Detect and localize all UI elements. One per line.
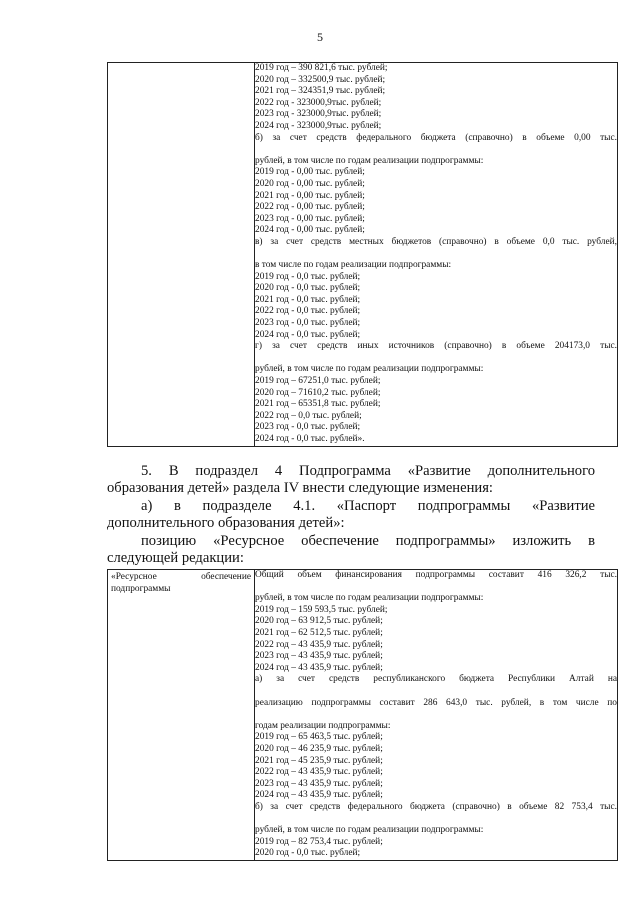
table-line: 2022 год – 43 435,9 тыс. рублей; [255,767,383,778]
table-row [108,63,618,447]
table-line: 2019 год – 82 753,4 тыс. рублей; [255,836,383,847]
table-line: 2020 год – 63 912,5 тыс. рублей; [255,616,383,627]
table-line: 2020 год – 332500,9 тыс. рублей; [255,74,386,85]
table-line: 2022 год – 0,0 тыс. рублей; [255,410,362,421]
table-line: 2020 год - 0,0 тыс. рублей; [255,848,361,859]
table-line: рублей, в том числе по годам реализации подпрограммы: [255,825,484,836]
table-line: 2022 год - 323000,9тыс. рублей; [255,97,382,108]
table-line: б) за счет средств федерального бюджета (справочно) в объеме 82 753,4 тыс. [255,801,617,812]
table-line: 2019 год – 159 593,5 тыс. рублей; [255,604,388,615]
table-line: 2024 год - 0,0 тыс. рублей». [255,434,365,444]
table-line: 2021 год – 65351,8 тыс. рублей; [255,399,381,410]
paragraph-line: позицию «Ресурсное обеспечение подпрограммы» изложить в [141,532,595,549]
table-line: 2022 год – 43 435,9 тыс. рублей; [255,639,383,650]
table-line: в том числе по годам реализации подпрограммы: [255,260,452,271]
table-line: 2024 год – 43 435,9 тыс. рублей; [255,790,383,801]
table-line: г) за счет средств иных источников (справочно) в объеме 204173,0 тыс. [255,341,617,352]
table-line: реализацию подпрограммы составит 286 643,0 тыс. рублей, в том числе по [255,697,617,708]
table-line: 2024 год – 43 435,9 тыс. рублей; [255,662,383,673]
page-number: 5 [317,30,323,44]
table-line: 2022 год - 0,0 тыс. рублей; [255,306,361,317]
table-line: Общий объем финансирования подпрограммы составит 416 326,2 тыс. [255,570,617,580]
table-right-cell [255,63,618,447]
table-line: 2021 год - 0,0 тыс. рублей; [255,294,361,305]
table-line: рублей, в том числе по годам реализации подпрограммы: [255,155,484,166]
paragraph-line: следующей редакции: [107,549,244,566]
table-line: годам реализации подпрограммы: [255,720,391,731]
table-line: 2023 год - 0,00 тыс. рублей; [255,213,365,224]
table-line: 2023 год – 43 435,9 тыс. рублей; [255,651,383,662]
table-line: 2019 год – 65 463,5 тыс. рублей; [255,732,383,743]
table-line: 2021 год – 324351,9 тыс. рублей; [255,86,386,97]
table-line: 2024 год - 323000,9тыс. рублей; [255,120,382,131]
table-line: 2021 год – 45 235,9 тыс. рублей; [255,755,383,766]
table-line: 2024 год - 0,0 тыс. рублей; [255,329,361,340]
table-line: 2022 год - 0,00 тыс. рублей; [255,202,365,213]
table-line: в) за счет средств местных бюджетов (справочно) в объеме 0,0 тыс. рублей, [255,236,617,247]
position-label: «Ресурсное обеспечение подпрограммы [111,572,251,594]
paragraph-line: а) в подразделе 4.1. «Паспорт подпрограммы «Развитие [141,497,595,514]
table-line: 2023 год - 323000,9тыс. рублей; [255,109,382,120]
table-line: б) за счет средств федерального бюджета (справочно) в объеме 0,00 тыс. [255,132,617,143]
table-line: 2024 год - 0,00 тыс. рублей; [255,225,365,236]
table-line: 2020 год - 0,00 тыс. рублей; [255,178,365,189]
table-line: 2019 год - 0,0 тыс. рублей; [255,271,361,282]
table-line: 2023 год – 43 435,9 тыс. рублей; [255,778,383,789]
table-line: 2020 год - 0,0 тыс. рублей; [255,283,361,294]
table-line: 2020 год – 71610,2 тыс. рублей; [255,387,381,398]
table-line: 2021 год - 0,00 тыс. рублей; [255,190,365,201]
table-line: 2019 год – 67251,0 тыс. рублей; [255,376,381,387]
table-line: 2023 год - 0,0 тыс. рублей; [255,422,361,433]
table-left-cell [108,63,255,447]
amendment-text [107,463,595,567]
table-right-cell [255,570,618,861]
table-left-cell [108,570,255,861]
paragraph-line: дополнительного образования детей»: [107,515,345,532]
paragraph-line: 5. В подраздел 4 Подпрограмма «Развитие дополнительного [141,463,595,479]
table-row [108,570,618,861]
table-line: 2020 год – 46 235,9 тыс. рублей; [255,743,383,754]
table-line: 2019 год – 390 821,6 тыс. рублей; [255,63,388,73]
table-line: а) за счет средств республиканского бюджета Республики Алтай на [255,674,617,685]
paragraph-line: образования детей» раздела IV внести следующие изменения: [107,480,493,497]
table-line: 2021 год – 62 512,5 тыс. рублей; [255,627,383,638]
table-line: 2019 год - 0,00 тыс. рублей; [255,167,365,178]
table-line: рублей, в том числе по годам реализации подпрограммы: [255,593,484,604]
table-line: рублей, в том числе по годам реализации подпрограммы: [255,364,484,375]
resource-provision-table [107,569,618,861]
funding-table-continued [107,62,618,447]
table-line: 2023 год - 0,0 тыс. рублей; [255,318,361,329]
